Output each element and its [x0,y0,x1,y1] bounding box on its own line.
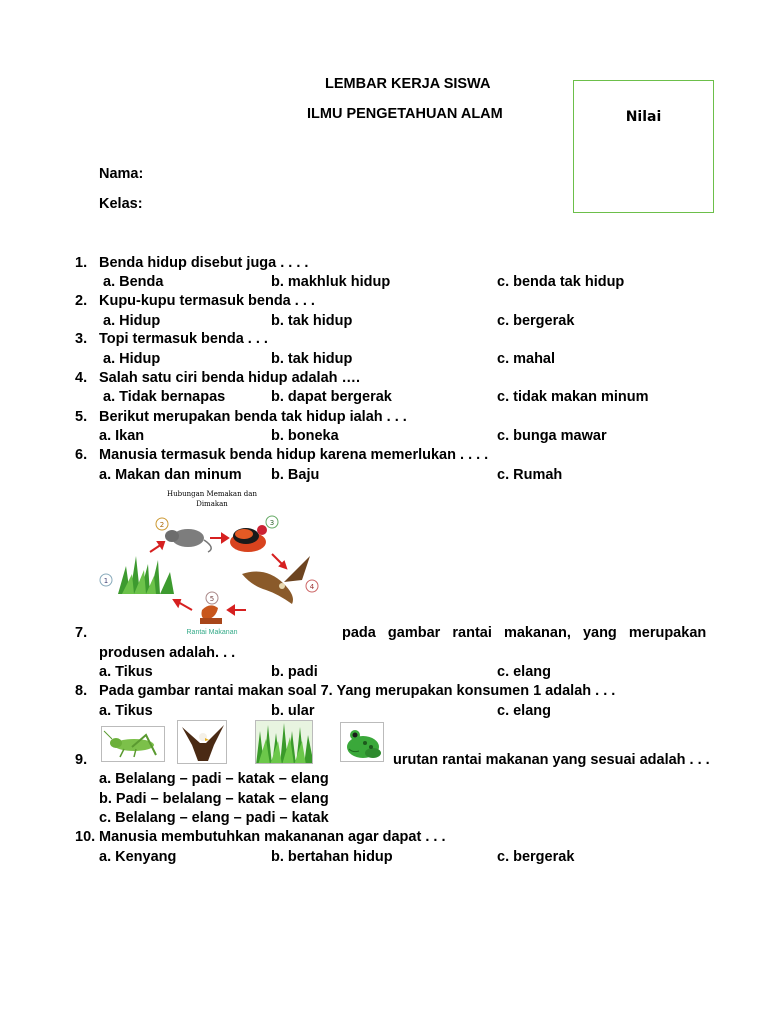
option-b: b. boneka [271,428,339,444]
number-4: 4 [309,583,315,591]
question-number: 1. [75,255,88,271]
question-text: Salah satu ciri benda hidup adalah …. [99,370,361,386]
question-number: 9. [75,752,88,768]
option-c: c. elang [497,703,551,719]
option-a: a. Tikus [99,664,153,680]
question-text: Manusia termasuk benda hidup karena memerlukan . . . . [99,447,489,463]
option-c: c. Belalang – elang – padi – katak [99,810,329,826]
title-line-1: LEMBAR KERJA SISWA [325,76,491,92]
nama-label: Nama: [99,166,144,182]
nilai-box [573,80,714,213]
question-text: urutan rantai makanan yang sesuai adalah . . . [393,752,710,768]
question-text: Berikut merupakan benda tak hidup ialah . . . [99,409,407,425]
title-line-2: ILMU PENGETAHUAN ALAM [307,106,503,122]
question-number: 7. [75,625,88,641]
option-b: b. makhluk hidup [271,274,391,290]
option-b: b. padi [271,664,318,680]
grass-image [255,720,313,764]
grass-small-icon [256,721,313,764]
question-number: 2. [75,293,88,309]
question-text: Pada gambar rantai makan soal 7. Yang merupakan konsumen 1 adalah . . . [99,683,616,699]
grasshopper-icon [102,727,165,762]
option-a: a. Tikus [99,703,153,719]
option-c: c. bunga mawar [497,428,607,444]
question-number: 3. [75,331,88,347]
option-a: a. Kenyang [99,849,177,865]
option-c: c. bergerak [497,849,575,865]
question-text-cont: produsen adalah. . . [99,645,236,661]
question-number: 4. [75,370,88,386]
option-b: b. Baju [271,467,320,483]
option-c: c. elang [497,664,551,680]
food-chain-caption: Rantai Makanan [186,629,238,636]
option-b: b. Padi – belalang – katak – elang [99,791,329,807]
frog-icon [341,723,384,762]
number-5: 5 [209,595,215,603]
option-c: c. mahal [497,351,556,367]
grasshopper-image [101,726,165,762]
question-number: 5. [75,409,88,425]
nilai-label: Nilai [625,109,662,125]
number-3: 3 [269,519,275,527]
option-a: a. Hidup [103,313,161,329]
option-b: b. tak hidup [271,351,353,367]
option-c: c. tidak makan minum [497,389,649,405]
option-b: b. dapat bergerak [271,389,392,405]
option-a: a. Ikan [99,428,145,444]
option-b: b. tak hidup [271,313,353,329]
question-number: 10. [75,829,96,845]
food-chain-title-2: Dimakan [196,500,228,508]
question-text: pada gambar rantai makanan, yang merupakan [342,625,707,641]
question-text: Topi termasuk benda . . . [99,331,268,347]
option-a: a. Belalang – padi – katak – elang [99,771,329,787]
frog-image [340,722,384,762]
question-text: Manusia membutuhkan makananan agar dapat . . . [99,829,446,845]
food-chain-image [96,486,328,640]
question-number: 8. [75,683,88,699]
option-a: a. Makan dan minum [99,467,242,483]
option-c: c. benda tak hidup [497,274,625,290]
food-chain-title-1: Hubungan Memakan dan [167,490,257,498]
option-a: a. Benda [103,274,164,290]
question-text: Benda hidup disebut juga . . . . [99,255,309,271]
question-text: Kupu-kupu termasuk benda . . . [99,293,315,309]
option-c: c. bergerak [497,313,575,329]
eagle-small-icon [178,721,227,764]
option-a: a. Tidak bernapas [103,389,226,405]
question-number: 6. [75,447,88,463]
kelas-label: Kelas: [99,196,143,212]
option-b: b. bertahan hidup [271,849,393,865]
number-1: 1 [103,577,109,585]
option-a: a. Hidup [103,351,161,367]
option-b: b. ular [271,703,315,719]
eagle-image [177,720,227,764]
number-2: 2 [159,521,165,529]
option-c: c. Rumah [497,467,563,483]
